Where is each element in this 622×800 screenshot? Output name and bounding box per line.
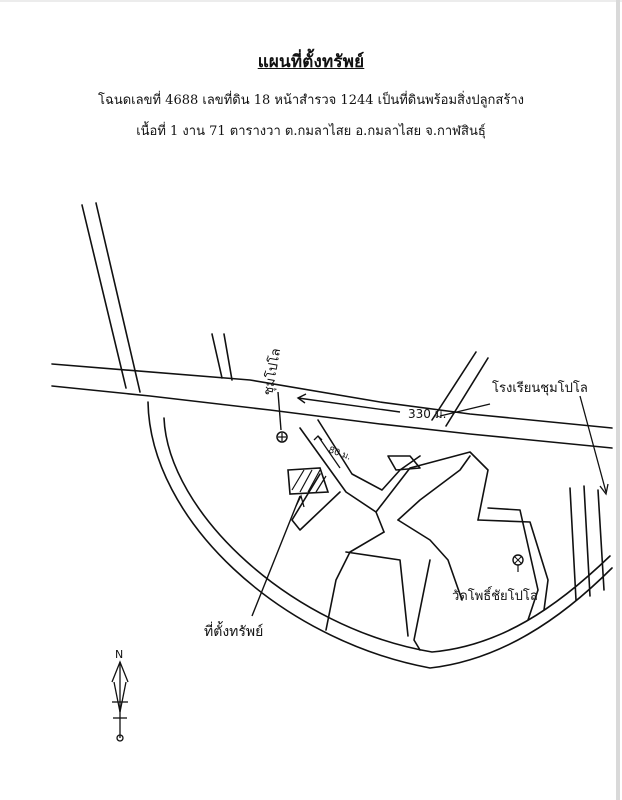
landmark-label: ชุมโปโล (261, 347, 285, 397)
nw-road-left-edge (82, 205, 126, 388)
outer-loop-road-inner (164, 418, 610, 652)
property-label: ที่ตั้งทรัพย์ (204, 624, 264, 640)
landmark-marker-icon (277, 432, 287, 442)
inner-road-k (346, 552, 408, 636)
north-spur-right (224, 334, 232, 380)
property-pointer-line (252, 496, 300, 616)
deed-info-line: โฉนดเลขที่ 4688 เลขที่ดิน 18 หน้าสำรวจ 1244 เป็นที่ดินพร้อมสิ่งปลูกสร้าง (98, 93, 524, 108)
inner-road-a (300, 428, 384, 532)
property-plot (288, 468, 328, 494)
distance-label-small: 80 ม. (326, 445, 353, 463)
temple-label: วัดโพธิ์ชัยโปโล (452, 589, 538, 604)
sketch-map-svg (0, 190, 622, 750)
page-top-edge (0, 0, 622, 2)
document-header (0, 48, 622, 151)
page-title: แผนที่ตั้งทรัพย์ (257, 52, 365, 72)
north-label: N (115, 648, 124, 661)
inner-road-c (292, 474, 340, 530)
inner-road-j (414, 560, 430, 650)
north-spur-left (212, 334, 222, 378)
nw-road-right-edge (96, 203, 140, 392)
temple-icon (513, 555, 523, 572)
area-info-line: เนื้อที่ 1 งาน 71 ตารางวา ต.กมลาไสย อ.กมลาไสย จ.กาฬสินธุ์ (136, 124, 486, 139)
east-road-3 (598, 490, 604, 590)
distance-label-main: 330 ม. (408, 407, 447, 421)
inner-road-g (398, 456, 470, 520)
east-road-1 (570, 488, 576, 600)
north-arrow-icon (112, 662, 128, 741)
school-pointer-line (580, 396, 606, 492)
school-label: โรงเรียนชุมโปโล (492, 381, 588, 396)
inner-road-f (376, 452, 488, 520)
inner-road-d (326, 532, 384, 630)
sketch-map (0, 190, 622, 750)
